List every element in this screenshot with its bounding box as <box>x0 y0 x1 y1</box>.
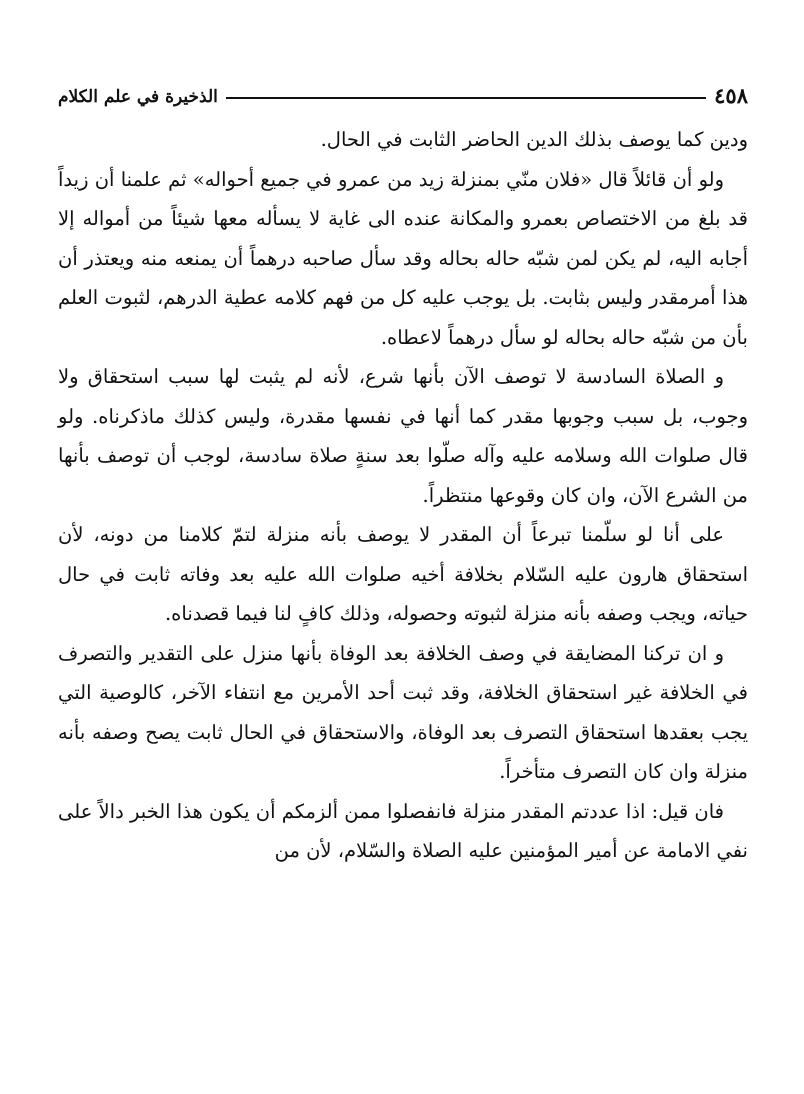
paragraph: ودين كما يوصف بذلك الدين الحاضر الثابت في الحال. <box>320 128 748 151</box>
header-rule <box>226 97 706 99</box>
paragraph: و الصلاة السادسة لا توصف الآن بأنها شرع، لأنه لم يثبت لها سبب استحقاق ولا وجوب، بل سبب وجوبها مقدر كما أنها في نفسها مقدرة، وليس كذلك ماذكرناه. ولو قال صلوات الله وسلامه عليه وآله صلّوا بعد سنةٍ صلاة سادسة، لوجب أن توصف بأنها من الشرع الآن، وان كان وقوعها منتظراً. <box>58 365 748 507</box>
paragraph: و ان تركنا المضايقة في وصف الخلافة بعد الوفاة بأنها منزل على التقدير والتصرف في الخلافة غير استحقاق الخلافة، وقد ثبت أحد الأمرين مع انتفاء الآخر، كالوصية التي يجب بعقدها استحقاق التصرف بعد الوفاة، والاستحقاق في الحال ثابت يصح وصفه بأنه منزلة وان كان التصرف متأخراً. <box>58 641 748 783</box>
body-text <box>58 120 748 871</box>
book-page <box>58 70 748 871</box>
book-title: الذخيرة في علم الكلام <box>58 87 218 107</box>
page-number: ٤٥٨ <box>714 83 748 108</box>
paragraph: على أنا لو سلّمنا تبرعاً أن المقدر لا يوصف بأنه منزلة لتمّ كلامنا من دونه، لأن استحقاق هارون عليه السّلام بخلافة أخيه صلوات الله عليه بعد وفاته ثابت في حال حياته، ويجب وصفه بأنه منزلة لثبوته وحصوله، وذلك كافٍ لنا فيما قصدناه. <box>58 523 748 625</box>
running-header <box>58 70 748 106</box>
paragraph: فان قيل: اذا عددتم المقدر منزلة فانفصلوا ممن ألزمكم أن يكون هذا الخبر دالاً على نفي الامامة عن أمير المؤمنين عليه الصلاة والسّلام، لأن من <box>58 799 748 862</box>
paragraph: ولو أن قائلاً قال «فلان منّي بمنزلة زيد من عمرو في جميع أحواله» ثم علمنا أن زيداً قد بلغ من الاختصاص بعمرو والمكانة عنده الى غاية لا يسأله معها شيئاً من أمواله إلا أجابه اليه، لم يكن لمن شبّه حاله بحاله وقد سأل صاحبه درهماً أن يمنعه منه ويعتذر أن هذا أمرمقدر وليس بثابت. بل يوجب عليه كل من فهم كلامه عطية الدرهم، لثبوت العلم بأن من شبّه حاله بحاله لو سأل درهماً لاعطاه. <box>58 167 748 349</box>
